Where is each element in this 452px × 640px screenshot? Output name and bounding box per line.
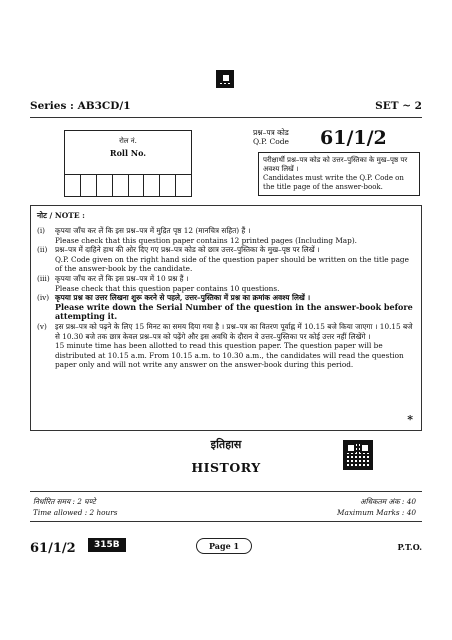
note-item-number: (i) (37, 226, 46, 235)
note-item-english: Please write down the Serial Number of the question in the answer-book before attempting it. (55, 301, 413, 322)
note-item (37, 293, 415, 322)
note-item-number: (ii) (37, 245, 48, 255)
time-divider-bottom (30, 521, 422, 522)
note-heading: नोट / NOTE : (37, 211, 85, 220)
note-items (37, 226, 415, 370)
time-allowed-hindi: निर्धारित समय : 2 घण्टे (33, 497, 96, 506)
note-item-hindi: कृपया जाँच कर लें कि इस प्रश्न–पत्र में 10 प्रश्न हैं । (55, 273, 189, 283)
star-mark: * (407, 413, 413, 426)
qp-code-label-hindi: प्रश्न–पत्र कोड (253, 128, 289, 137)
code-badge: 315B (88, 538, 126, 552)
subject-english: HISTORY (191, 460, 261, 475)
note-item-english: 15 minute time has been allotted to read this question paper. The question paper will be distributed at 10.15 a.m. From 10.15 a.m. to 10.30 a.m., the candidates will read the question paper only and will not write any answer on the answer-book during this period. (55, 341, 404, 370)
note-item-hindi: कृपया जाँच कर लें कि इस प्रश्न–पत्र में मुद्रित पृष्ठ 12 (मानचित्र सहित) हैं । (55, 226, 251, 235)
note-item (37, 322, 415, 370)
note-item (37, 245, 415, 274)
note-item-number: (iv) (37, 293, 50, 303)
note-item-english: Please check that this question paper contains 12 printed pages (Including Map). (55, 235, 357, 245)
header-divider (30, 117, 422, 118)
pto-label: P.T.O. (397, 542, 422, 552)
qp-code-label-english: Q.P. Code (253, 137, 289, 146)
maximum-marks (337, 496, 416, 518)
note-item-english: Please check that this question paper contains 10 questions. (55, 283, 280, 293)
qp-code-instruction-english: Candidates must write the Q.P. Code on the title page of the answer-book. (263, 174, 404, 191)
note-box (30, 205, 422, 431)
qp-code-instruction (258, 152, 420, 196)
time-allowed (33, 496, 118, 518)
maximum-marks-hindi: अधिकतम अंक : 40 (360, 497, 416, 506)
qp-code-label (253, 128, 289, 146)
note-item-number: (iii) (37, 273, 50, 283)
time-allowed-english: Time allowed : 2 hours (33, 508, 118, 517)
footer-qp-code: 61/1/2 (30, 541, 76, 556)
page-number: Page 1 (196, 538, 252, 554)
note-item-hindi: इस प्रश्न–पत्र को पढ़ने के लिए 15 मिनट का समय दिया गया है । प्रश्न–पत्र का वितरण पूर्वाह्न में 10.15 बजे किया जाएगा । 10.15 बजे से 10.30 बजे तक छात्र केवल प्रश्न–पत्र को पढ़ेंगे और इस अवधि के दौरान वे उत्तर–पुस्तिका पर कोई उत्तर नहीं लिखेंगे । (55, 321, 413, 341)
series-label: Series : AB3CD/1 (30, 100, 131, 112)
note-item-number: (v) (37, 321, 47, 331)
note-item (37, 226, 415, 245)
roll-label-english: Roll No. (109, 148, 147, 158)
qp-code: 61/1/2 (320, 127, 387, 149)
roll-number-cells[interactable] (65, 174, 191, 196)
note-item-hindi: प्रश्न–पत्र में दाहिने हाथ की ओर दिए गए प्रश्न–पत्र कोड को छात्र उत्तर–पुस्तिका के मुख–पृष्ठ पर लिखें । (55, 245, 320, 255)
set-label: SET ~ 2 (375, 100, 422, 112)
roll-label-hindi: रोल नं. (119, 137, 137, 145)
maximum-marks-english: Maximum Marks : 40 (337, 508, 416, 517)
note-item-hindi: कृपया प्रश्न का उत्तर लिखना शुरू करने से पहले, उत्तर–पुस्तिका में प्रश्न का क्रमांक अवश्य लिखें । (55, 293, 311, 303)
note-item (37, 274, 415, 293)
qr-code-top (216, 70, 234, 88)
subject-hindi: इतिहास (210, 438, 242, 451)
note-item-english: Q.P. Code given on the right hand side of the question paper should be written on the title page of the answer-book by the candidate. (55, 254, 409, 274)
qr-code-subject (343, 440, 373, 470)
roll-number-box (64, 130, 192, 197)
time-divider-top (30, 491, 422, 492)
qp-code-instruction-hindi: परीक्षार्थी प्रश्न–पत्र कोड को उत्तर–पुस्तिका के मुख–पृष्ठ पर अवश्य लिखें । (263, 156, 408, 173)
